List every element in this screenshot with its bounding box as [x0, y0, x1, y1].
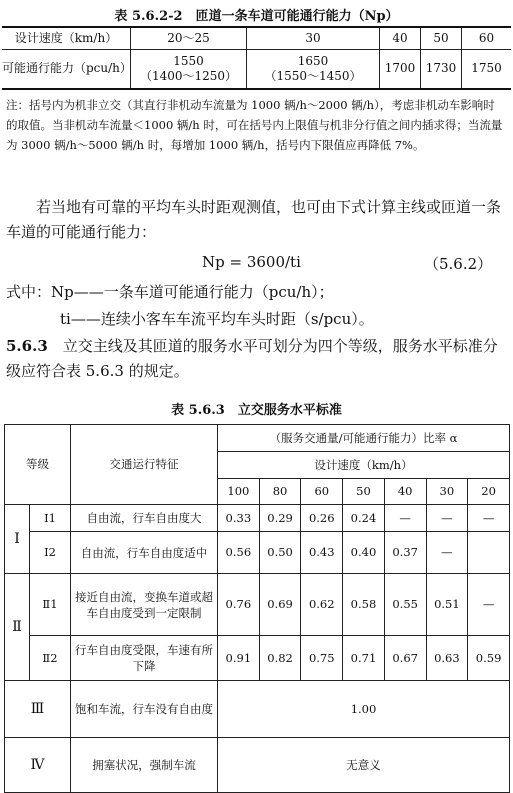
level-major: Ⅰ [5, 505, 30, 574]
speed-cell: 20～25 [131, 27, 247, 49]
speed-cell: 40 [380, 27, 421, 49]
table1-note: 注：括号内为机非立交（其直行非机动车流量为 1000 辆/h～2000 辆/h），考虑非机动车影响时的取值。当非机动车流量＜1000 辆/h 时，可在括号内上限值与机非分行值之间内插求得；当流量为 3000 辆/h～5000 辆/h 时，每增加 1000 辆/h，括号内下限值应再降低 7%。 [6, 98, 503, 152]
ratio-cell: 0.75 [301, 636, 343, 681]
speed-cell: 60 [301, 479, 343, 505]
ratio-cell: 0.56 [218, 532, 260, 574]
ratio-header: （服务交通量/可能通行能力）比率 α [218, 425, 510, 452]
service-level-table [4, 424, 510, 793]
table1-caption: 表 5.6.2-2 匝道一条车道可能通行能力（Np） [114, 9, 399, 24]
clause-text: 立交主线及其匝道的服务水平可划分为四个等级，服务水平标准分级应符合表 5.6.3 的规定。 [6, 337, 498, 380]
level-sub: Ⅰ1 [30, 505, 71, 532]
ratio-cell: 0.43 [301, 532, 343, 574]
speed-cell: 60 [462, 27, 512, 49]
ratio-cell: 0.33 [218, 505, 260, 532]
speed-cell: 40 [384, 479, 426, 505]
speed-row-label: 设计速度（km/h） [2, 27, 131, 49]
capacity-cell: 1700 [380, 49, 421, 89]
formula-number: （5.6.2） [424, 255, 493, 273]
capacity-table [2, 26, 511, 90]
ratio-cell: 0.26 [301, 505, 343, 532]
ratio-cell: 0.82 [259, 636, 301, 681]
level-sub: Ⅱ1 [30, 574, 71, 636]
level-major: Ⅱ [5, 574, 30, 681]
ratio-cell: 0.59 [468, 636, 510, 681]
level-sub: Ⅰ2 [30, 532, 71, 574]
speed-cell: 100 [218, 479, 260, 505]
definition: 式中：Np——一条车道可能通行能力（pcu/h）； [6, 283, 334, 301]
ratio-cell: — [426, 505, 468, 532]
feature-header: 交通运行特征 [71, 425, 218, 505]
level-major: Ⅳ [5, 738, 71, 793]
capacity-cell [131, 49, 247, 89]
ratio-cell: 0.40 [343, 532, 385, 574]
feature-cell: 自由流，行车自由度适中 [71, 532, 218, 574]
ratio-cell: 0.63 [426, 636, 468, 681]
ratio-cell: — [426, 532, 468, 574]
ratio-cell: 0.50 [259, 532, 301, 574]
ratio-cell: 0.51 [426, 574, 468, 636]
ratio-cell: 0.62 [301, 574, 343, 636]
level-major: Ⅲ [5, 681, 71, 738]
feature-cell: 行车自由度受限，车速有所下降 [71, 636, 218, 681]
capacity-cell: 1750 [462, 49, 512, 89]
speed-header: 设计速度（km/h） [218, 452, 510, 479]
feature-cell: 拥塞状况，强制车流 [71, 738, 218, 793]
definition: ti——连续小客车车流平均车头时距（s/pcu）。 [60, 310, 374, 328]
ratio-cell: 0.29 [259, 505, 301, 532]
paragraph: 若当地有可靠的平均车头时距观测值，也可由下式计算主线或匝道一条车道的可能通行能力： [6, 198, 502, 241]
formula: Np = 3600/ti [202, 253, 301, 271]
ratio-cell: 0.71 [343, 636, 385, 681]
ratio-cell: 0.58 [343, 574, 385, 636]
ratio-cell: 0.24 [343, 505, 385, 532]
feature-cell: 饱和车流，行车没有自由度 [71, 681, 218, 738]
capacity-range: （1550～1450） [264, 68, 362, 83]
speed-cell: 80 [259, 479, 301, 505]
ratio-cell [468, 532, 510, 574]
capacity-range: （1400～1250） [139, 68, 238, 83]
clause-number: 5.6.3 [6, 337, 48, 355]
ratio-cell: 0.76 [218, 574, 260, 636]
ratio-cell: 0.55 [384, 574, 426, 636]
capacity-row-label: 可能通行能力（pcu/h） [2, 49, 131, 89]
level-header: 等级 [5, 425, 71, 505]
speed-cell: 20 [468, 479, 510, 505]
ratio-cell: — [468, 505, 510, 532]
ratio-cell: 0.37 [384, 532, 426, 574]
table2-caption: 表 5.6.3 立交服务水平标准 [171, 403, 342, 418]
level-sub: Ⅱ2 [30, 636, 71, 681]
ratio-cell: 无意义 [218, 738, 510, 793]
ratio-cell: 1.00 [218, 681, 510, 738]
speed-cell: 50 [343, 479, 385, 505]
feature-cell: 自由流，行车自由度大 [71, 505, 218, 532]
capacity-cell [247, 49, 380, 89]
speed-cell: 30 [426, 479, 468, 505]
ratio-cell: 0.69 [259, 574, 301, 636]
ratio-cell: — [384, 505, 426, 532]
speed-cell: 30 [247, 27, 380, 49]
speed-cell: 50 [421, 27, 462, 49]
capacity-main: 1550 [173, 53, 204, 68]
capacity-main: 1650 [297, 53, 329, 68]
capacity-cell: 1730 [421, 49, 462, 89]
feature-cell: 接近自由流，变换车道或超车自由度受到一定限制 [71, 574, 218, 636]
ratio-cell: 0.91 [218, 636, 260, 681]
clause [6, 334, 511, 384]
ratio-cell: 0.67 [384, 636, 426, 681]
ratio-cell: — [468, 574, 510, 636]
